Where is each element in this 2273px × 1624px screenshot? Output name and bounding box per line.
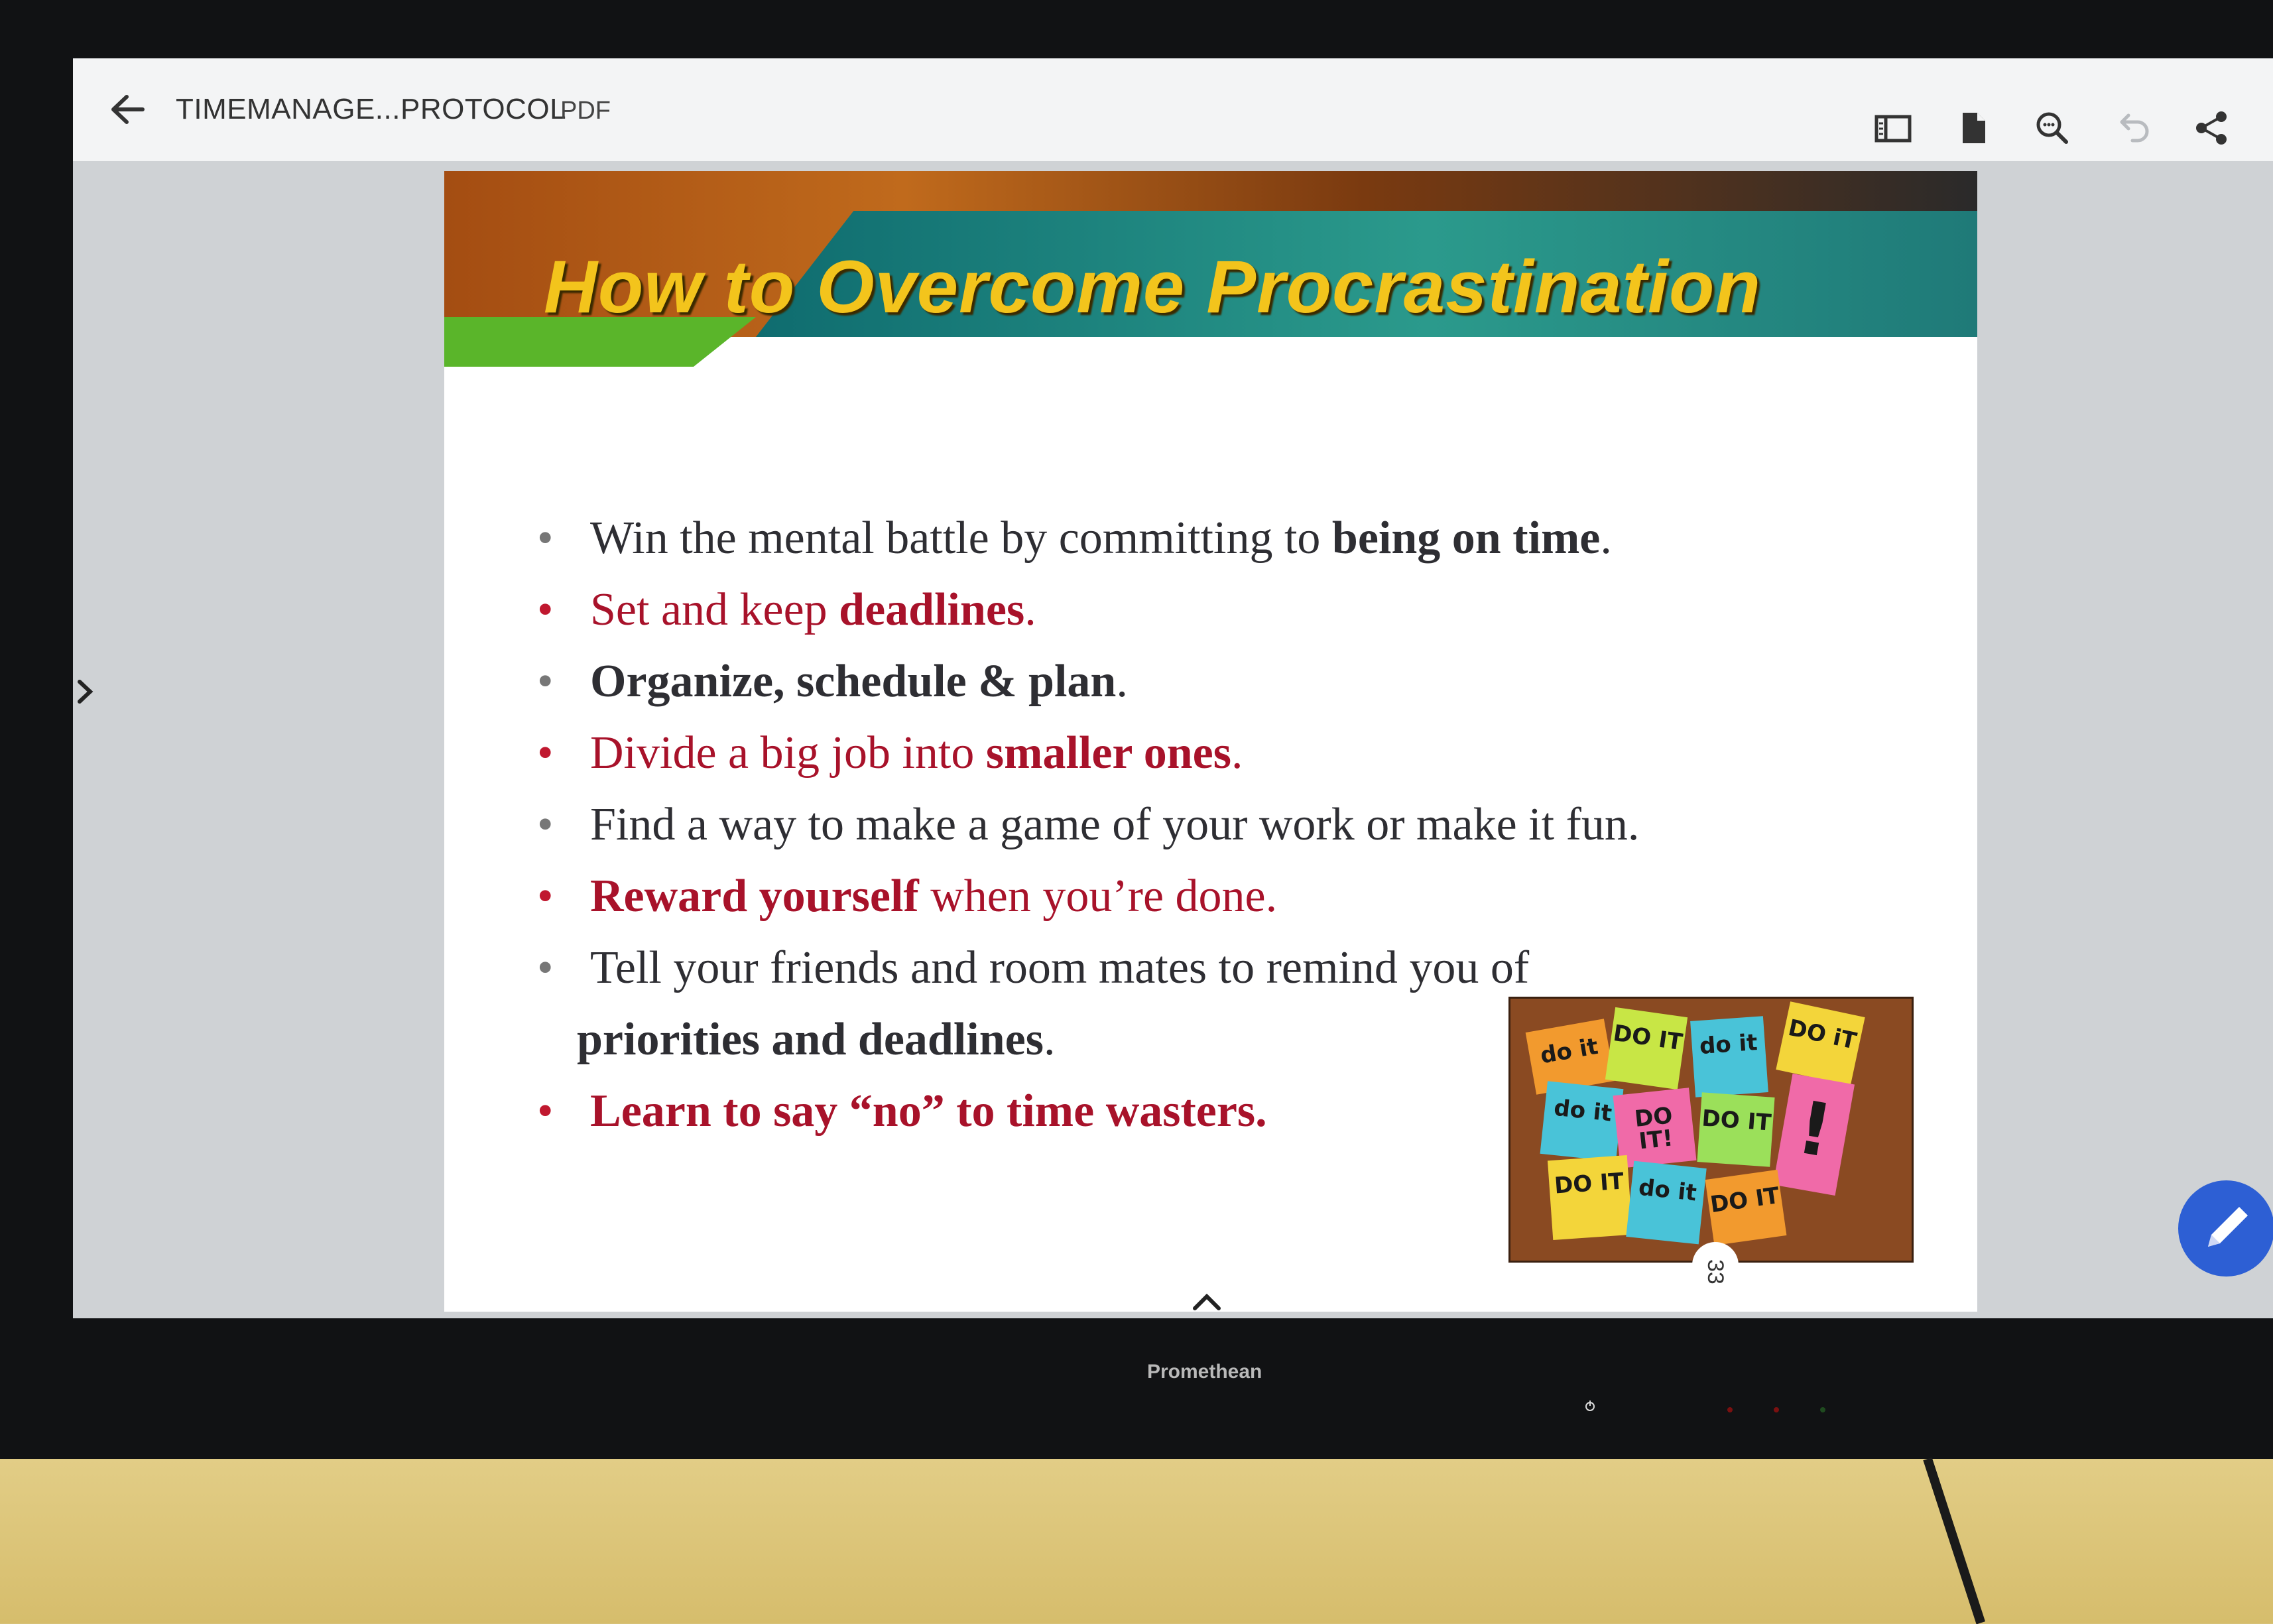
- document-title: TIMEMANAGE...PROTOCOL: [176, 93, 567, 125]
- bullet-emphasis-text: priorities and deadlines: [577, 1014, 1044, 1065]
- bullet-emphasis-text: smaller ones: [985, 727, 1231, 779]
- arrow-left-icon: [103, 86, 156, 133]
- share-icon: [2188, 105, 2235, 151]
- sticky-note: !: [1773, 1074, 1855, 1196]
- bullet-text: when you’re done.: [918, 871, 1278, 922]
- bullet-item: [530, 789, 1857, 861]
- sticky-notes-image: [1508, 997, 1914, 1263]
- bullet-item: [530, 932, 1857, 1004]
- chevron-right-icon: [73, 668, 99, 715]
- pdf-page: [444, 171, 1977, 1312]
- document-type-label: PDF: [560, 97, 611, 125]
- viewer-top-bar: [73, 58, 2273, 161]
- bullet-text: .: [1231, 727, 1243, 779]
- pencil-icon: [2178, 1180, 2273, 1277]
- bullet-item: [530, 646, 1857, 718]
- sticky-note: do it: [1626, 1161, 1706, 1245]
- status-light: [1727, 1407, 1733, 1412]
- scroll-up-button[interactable]: [1187, 1288, 1227, 1315]
- bullet-emphasis-text: deadlines: [839, 584, 1025, 635]
- bullet-text: .: [1116, 656, 1128, 707]
- status-light: [1820, 1407, 1825, 1412]
- bullet-emphasis-text: being on time: [1331, 513, 1601, 564]
- page-view-button[interactable]: [1949, 105, 1996, 151]
- share-button[interactable]: [2188, 105, 2235, 151]
- screen: [73, 58, 2273, 1318]
- bullet-emphasis-text: Learn to say “no” to time wasters.: [590, 1086, 1267, 1137]
- search-icon: [2029, 105, 2075, 151]
- bullet-item: [530, 861, 1857, 932]
- page-number-tab[interactable]: 33: [1692, 1242, 1739, 1302]
- bullet-item: [530, 718, 1857, 789]
- expand-panel-handle[interactable]: [73, 668, 99, 715]
- search-button[interactable]: [2029, 105, 2075, 151]
- bullet-item: [530, 503, 1857, 574]
- status-light: [1774, 1407, 1779, 1412]
- undo-button[interactable]: [2109, 105, 2155, 151]
- bullet-text: .: [1024, 584, 1036, 635]
- bullet-emphasis-text: Organize, schedule & plan: [590, 656, 1117, 707]
- bullet-item: [530, 574, 1857, 646]
- edit-button[interactable]: [2178, 1180, 2273, 1277]
- power-icon: [1583, 1399, 1597, 1412]
- sticky-note: do it: [1540, 1081, 1624, 1161]
- slide-title: How to Overcome Procrastination: [544, 245, 1761, 328]
- sticky-note: DO IT: [1548, 1155, 1632, 1240]
- bullet-text: .: [1600, 513, 1612, 564]
- chevron-up-icon: [1187, 1288, 1227, 1315]
- sticky-note: DO IT: [1705, 1170, 1787, 1245]
- bullet-text: Set and keep: [590, 584, 839, 635]
- bullet-text: .: [1043, 1014, 1056, 1065]
- bullet-text: Find a way to make a game of your work or make it fun.: [590, 799, 1640, 850]
- sticky-note: DO IT: [1605, 1007, 1688, 1090]
- sticky-note: DO iT: [1776, 1001, 1865, 1086]
- page-icon: [1949, 105, 1996, 151]
- sidebar-icon: [1870, 105, 1916, 151]
- back-button[interactable]: [103, 86, 156, 133]
- undo-icon: [2109, 105, 2155, 151]
- bullet-emphasis-text: Reward yourself: [590, 871, 919, 922]
- sticky-note: DO IT!: [1613, 1088, 1697, 1168]
- monitor-brand-logo: Promethean: [1147, 1361, 1262, 1383]
- sticky-note: DO IT: [1697, 1092, 1774, 1166]
- bullet-text: Tell your friends and room mates to remind you of: [590, 942, 1530, 993]
- bullet-text: Divide a big job into: [590, 727, 986, 779]
- sticky-note: do it: [1526, 1019, 1615, 1094]
- sticky-note: do it: [1690, 1016, 1768, 1097]
- toggle-sidebar-button[interactable]: [1870, 105, 1916, 151]
- bullet-text: Win the mental battle by committing to: [590, 513, 1332, 564]
